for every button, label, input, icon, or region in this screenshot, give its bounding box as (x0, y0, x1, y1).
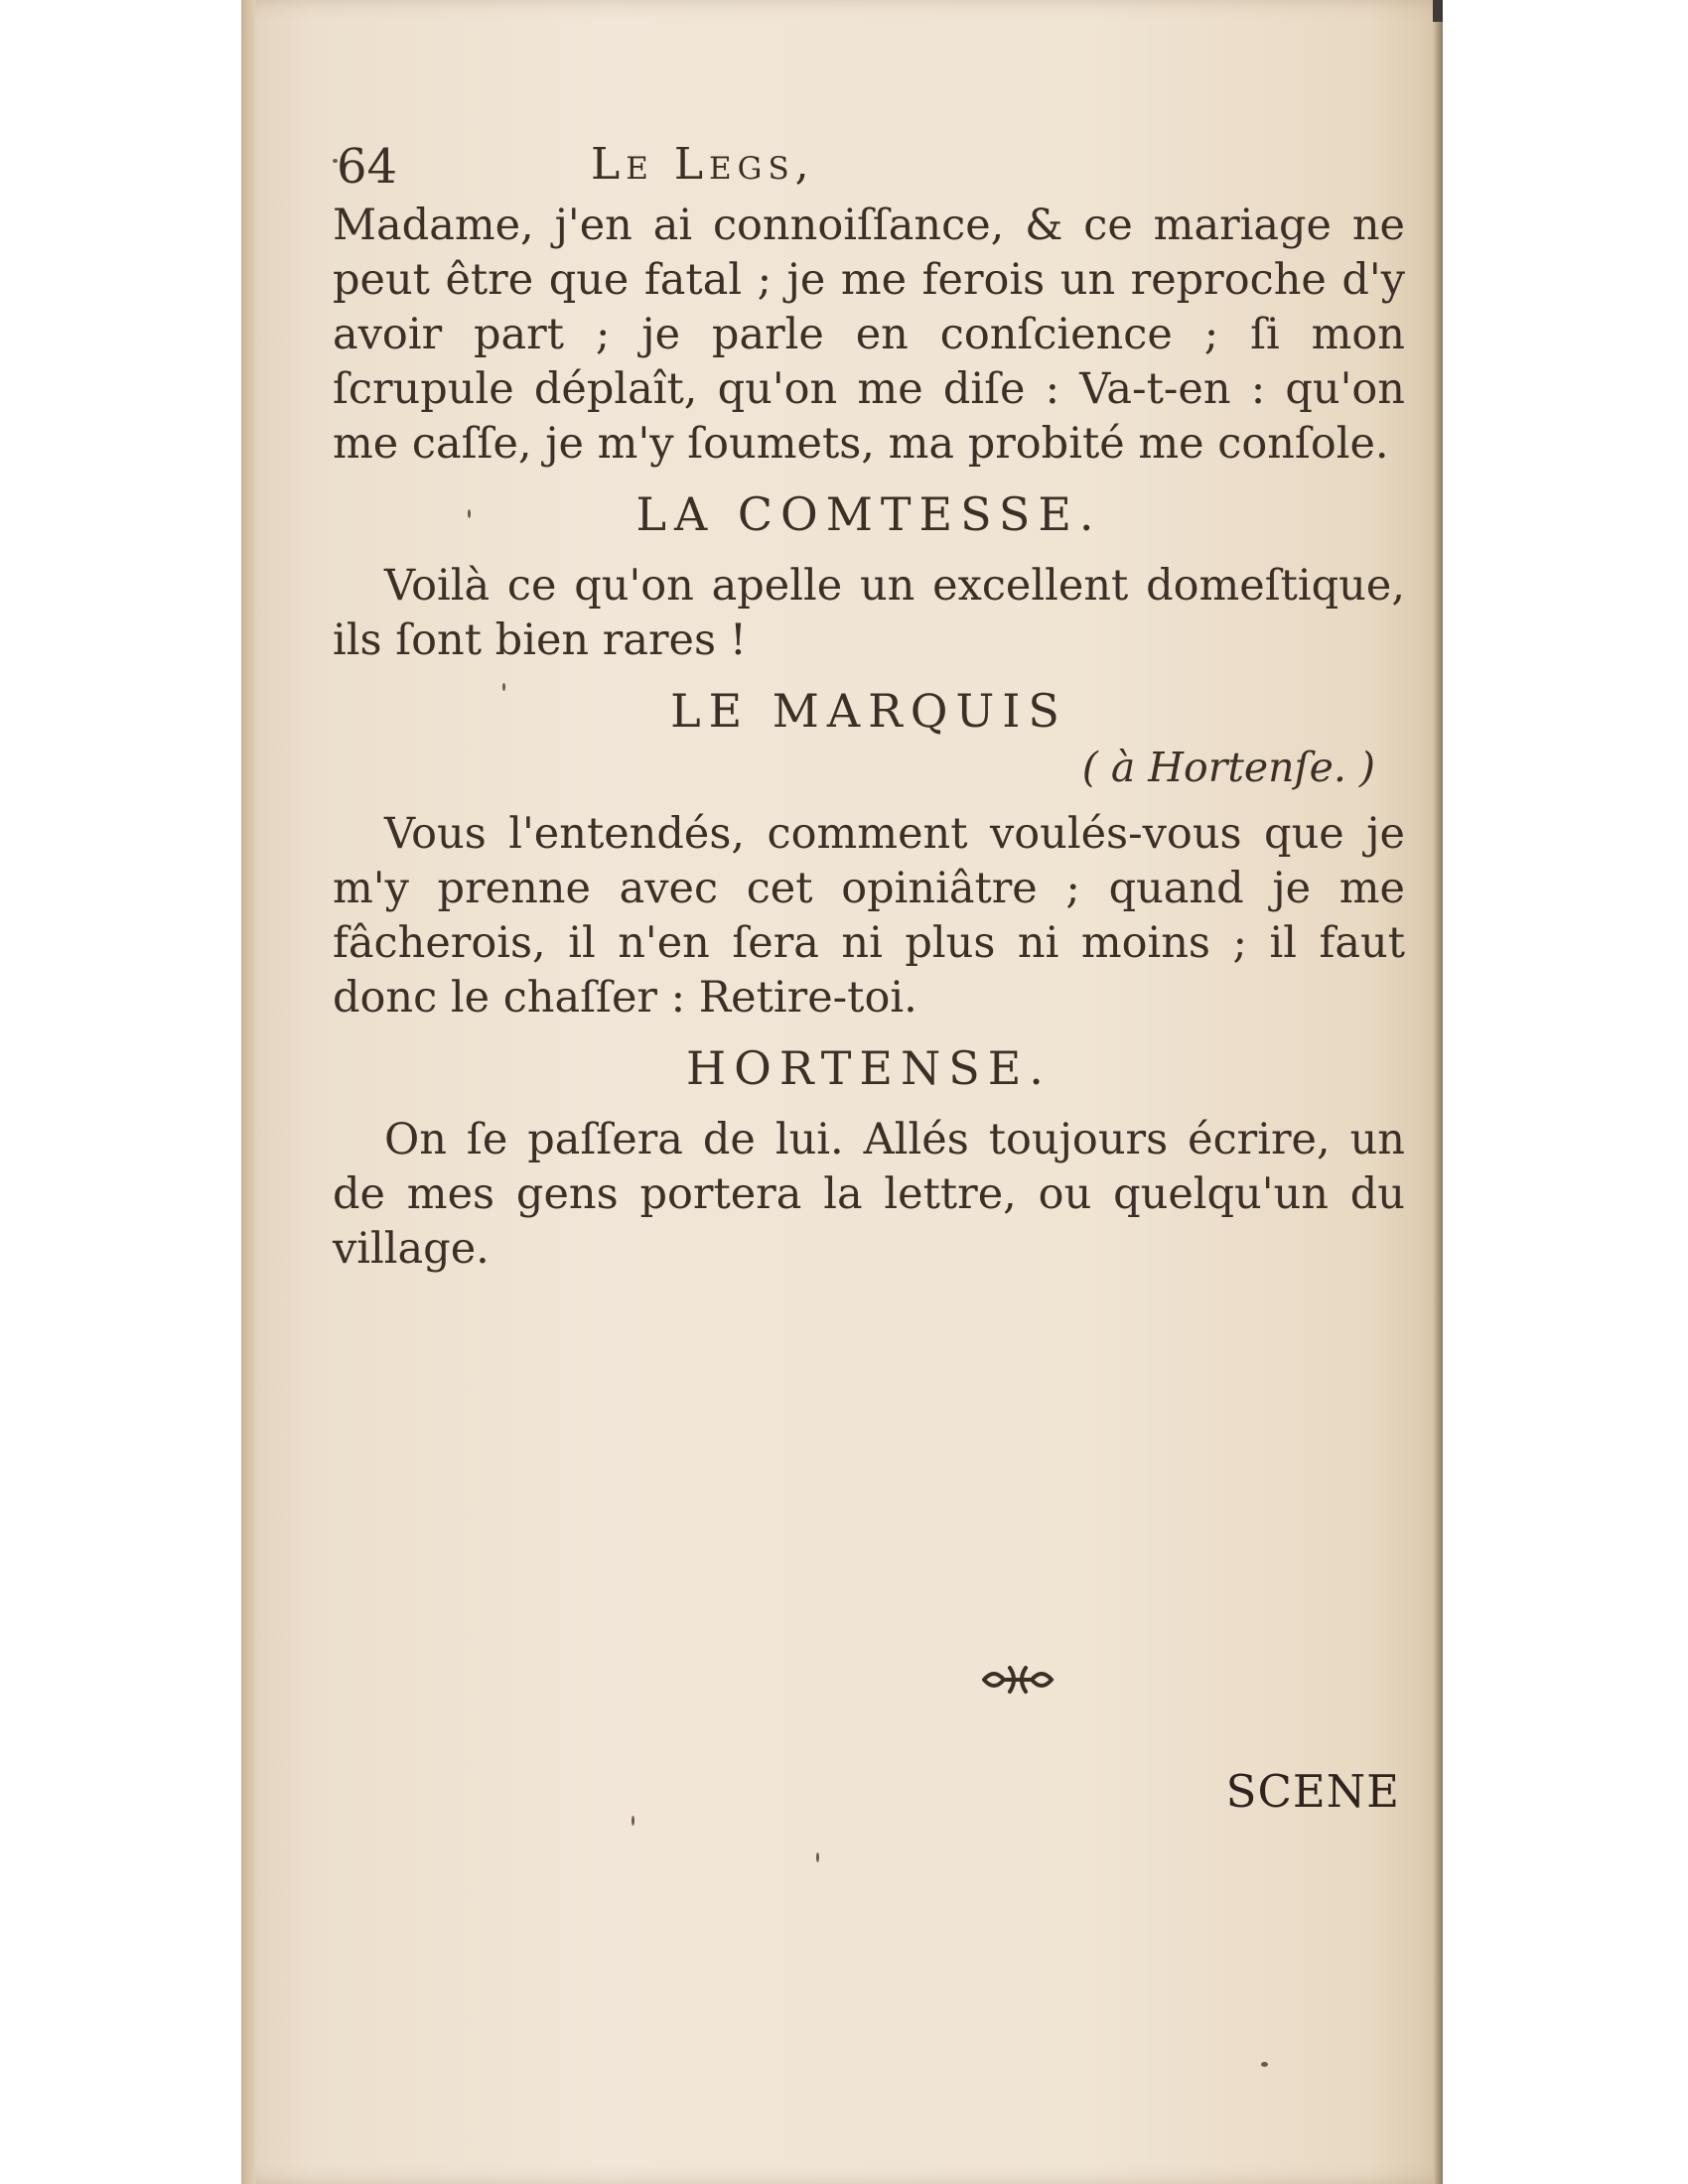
speaker-name: LE MARQUIS (670, 684, 1067, 738)
text-paragraph: Madame, j'en ai connoiſſance, & ce mariage ne peut être que fatal ; je me ferois un reproche d'y avoir part ; je parle en conſcience ; ſi mon ſcrupule déplaît, qu'on me diſe : Va-t-en : qu'on me caſſe, je m'y ſoumets, ma probité me conſole. (333, 201, 1405, 469)
catchword: SCENE (1225, 1765, 1400, 1818)
text-paragraph: Vous l'entendés, comment voulés-vous que je m'y prenne avec cet opiniâtre ; quand je me fâcherois, il n'en ſera ni plus ni moins ; il faut donc le chaſſer : Retire-toi. (333, 809, 1405, 1023)
text-paragraph: On ſe paſſera de lui. Allés toujours écrire, un de mes gens portera la lettre, ou quelqu'un du village. (333, 1115, 1405, 1274)
running-header (333, 139, 1405, 199)
book-cover-corner (1433, 0, 1443, 22)
text-paragraph: Voilà ce qu'on apelle un excellent domeſtique, ils ſont bien rares ! (333, 561, 1405, 665)
page-left-edge (241, 0, 255, 2184)
page-right-edge (1433, 0, 1443, 2184)
paper-speck (816, 1852, 819, 1862)
paper-speck (1261, 2062, 1268, 2067)
fleuron-ornament-icon (978, 1660, 1057, 1700)
paper-speck (632, 1816, 634, 1826)
page-number: 64 (337, 139, 398, 195)
page-text (333, 139, 1405, 1277)
running-title: Le Legs, (591, 139, 815, 190)
speaker-name: HORTENSE. (686, 1041, 1052, 1095)
speaker-name: LA COMTESSE. (635, 487, 1102, 541)
stage-direction: ( à Hortenſe. ) (1081, 744, 1375, 791)
